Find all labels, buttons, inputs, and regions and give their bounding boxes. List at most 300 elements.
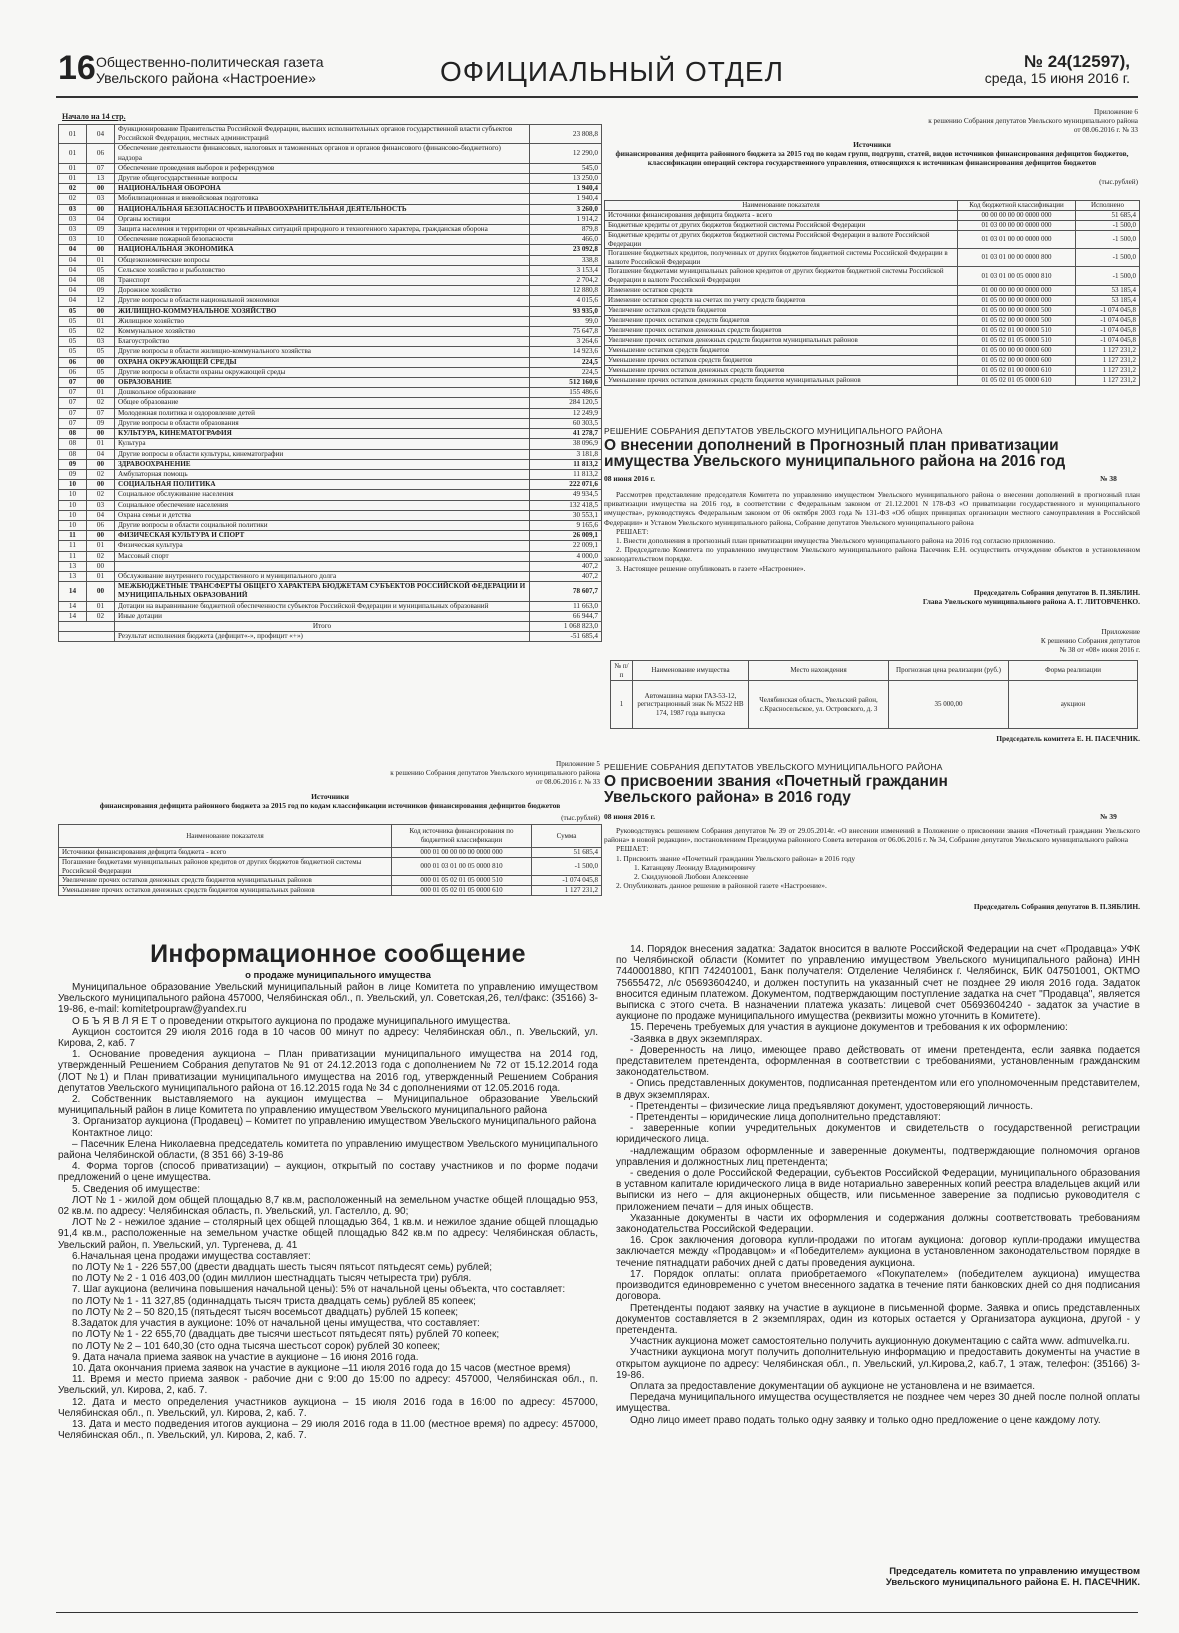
table-row (59, 255, 602, 265)
decision39-number: № 39 (1100, 812, 1117, 821)
lot-table (610, 660, 1138, 729)
indicator-sum: 51 685,4 (1076, 211, 1140, 221)
expense-sum: 23 092,8 (530, 245, 602, 255)
table-row (59, 876, 602, 886)
indicator-name: Увеличение прочих остатков денежных средств бюджетов муниципальных районов (59, 876, 392, 886)
col-header: Наименование имущества (633, 661, 749, 681)
info-paragraph: 1. Основание проведения аукциона – План приватизации муниципального имущества на 2014 год, утвержденный Решением Собрания депутатов № 91 от 24.12.2013 года с дополнением № 72 от 15.12.2014 года (ЛОТ №1) и План приватизации муниципального имущества на 2016 год, утвержденный Решением Собрания депутатов Увельского муниципального района от 16.12.2015 года № 34 с дополнениями от 12.05.2016 года. (58, 1049, 598, 1094)
subsection-code: 04 (87, 449, 115, 459)
expense-sum: 13 250,0 (530, 174, 602, 184)
subsection-code: 05 (87, 367, 115, 377)
appendix5-unit: (тыс.рублей) (561, 814, 600, 822)
section-title: ОФИЦИАЛЬНЫЙ ОТДЕЛ (440, 56, 784, 87)
expense-name: Мобилизационная и вневойсковая подготовка (115, 194, 530, 204)
subsection-code: 03 (87, 337, 115, 347)
section-code: 10 (59, 480, 87, 490)
expense-sum: 1 914,2 (530, 214, 602, 224)
info-paragraph: по ЛОТу № 2 - 1 016 403,00 (один миллион шестнадцать тысяч четыреста три) рубля. (72, 1273, 472, 1285)
empty-cell (59, 621, 115, 631)
table-row (59, 531, 602, 541)
info-paragraph: Одно лицо имеет право подать только одну заявку и только одно предложение о цене каждому лоту. (630, 1414, 1101, 1426)
subsection-code: 00 (87, 582, 115, 601)
section-code: 02 (59, 184, 87, 194)
expense-sum: 879,8 (530, 225, 602, 235)
subsection-code: 09 (87, 418, 115, 428)
decision39-resolve: РЕШАЕТ: (616, 844, 649, 854)
table-row (59, 429, 602, 439)
col-header: Наименование показателя (59, 825, 392, 848)
subsection-code: 04 (87, 125, 115, 144)
indicator-name: Увеличение прочих остатков средств бюджетов (605, 315, 958, 325)
col-header: Форма реализации (1009, 661, 1138, 681)
expense-sum: 11 813,2 (530, 469, 602, 479)
expense-name: Другие вопросы в области национальной экономики (115, 296, 530, 306)
decision38-text: Рассмотрев представление председателя Комитета по управлению имуществом Увельского муниципального района о внесении дополнений в прогнозный план приватизации имущества на 2016 год, в соответствии с Федеральным законом от 21.12.2001 N 178-ФЗ «О приватизации государственного и муниципального имущества», руководствуясь Федеральным законом от 06 октября 2003 года № 131-ФЗ «Об общих принципах организации местного самоуправления в Российской Федерации» и Уставом Увельского муниципального района, Собрание депутатов Увельского муниципального района (604, 490, 1140, 527)
budget-code: 01 05 02 00 00 0000 500 (958, 315, 1076, 325)
info-paragraph: - Претенденты – юридические лица дополнительно представляют: (630, 1112, 941, 1124)
lot-signature: Председатель комитета Е. Н. ПАСЕЧНИК. (996, 734, 1140, 743)
info-paragraph: Оплата за предоставление документации об аукционе не установлена и не взимается. (630, 1380, 1035, 1392)
section-code: 10 (59, 510, 87, 520)
budget-code: 000 01 03 01 00 05 0000 810 (392, 858, 532, 876)
section-code: 01 (59, 144, 87, 163)
subsection-code: 02 (87, 611, 115, 621)
expense-sum: 38 096,9 (530, 439, 602, 449)
appendix-ref-line: К решению Собрания депутатов (1040, 637, 1140, 645)
table-row (59, 245, 602, 255)
table-row (59, 357, 602, 367)
table-row (59, 541, 602, 551)
indicator-name: Погашение бюджетных кредитов, полученных от других бюджетов бюджетной системы Российской Федерации в валюте Российской Федерации (605, 249, 958, 267)
decision38-date: 08 июня 2016 г. (604, 474, 655, 483)
section-code: 01 (59, 125, 87, 144)
section-code: 10 (59, 520, 87, 530)
expense-name: Общеэкономические вопросы (115, 255, 530, 265)
expense-name: НАЦИОНАЛЬНАЯ ЭКОНОМИКА (115, 245, 530, 255)
table-row (59, 886, 602, 896)
expense-sum: 60 303,5 (530, 418, 602, 428)
table-row (59, 265, 602, 275)
table-row (59, 367, 602, 377)
expense-sum: 66 944,7 (530, 611, 602, 621)
section-code: 03 (59, 235, 87, 245)
expense-name: Обеспечение пожарной безопасности (115, 235, 530, 245)
expense-name: Обеспечение деятельности финансовых, налоговых и таможенных органов и органов финансового (финансово-бюджетного) надзора (115, 144, 530, 163)
subsection-code: 00 (87, 378, 115, 388)
section-code: 07 (59, 408, 87, 418)
table-row (59, 490, 602, 500)
subsection-code: 01 (87, 388, 115, 398)
expense-name: Органы юстиции (115, 214, 530, 224)
col-header: Место нахождения (749, 661, 889, 681)
decision38-item: 2. Председателю Комитета по управлению имуществом Увельского муниципального района Пасечник Е.Н. осуществить отчуждение объектов в установленном законодательством порядке. (604, 545, 1140, 564)
info-paragraph: 7. Шаг аукциона (величина повышения начальной цены): 5% от начальной цены объекта, что составляет: (72, 1284, 566, 1296)
budget-code: 01 05 00 00 00 0000 000 (958, 295, 1076, 305)
info-subtitle: о продаже муниципального имущества (245, 970, 431, 981)
expense-name: Обеспечение проведения выборов и референдумов (115, 163, 530, 173)
decision38-item: 3. Настоящее решение опубликовать в газете «Настроение». (616, 563, 806, 573)
indicator-sum: -1 074 045,8 (1076, 325, 1140, 335)
expense-name: КУЛЬТУРА, КИНЕМАТОГРАФИЯ (115, 429, 530, 439)
result-row (59, 632, 602, 642)
info-title: Информационное сообщение (150, 940, 526, 968)
expense-name: Общее образование (115, 398, 530, 408)
table-row (59, 296, 602, 306)
table-row (59, 276, 602, 286)
subsection-code: 09 (87, 286, 115, 296)
table-row (59, 306, 602, 316)
table-row (605, 285, 1140, 295)
expense-name: ЗДРАВООХРАНЕНИЕ (115, 459, 530, 469)
info-paragraph: Участники аукциона могут получить дополнительную информацию и предоставить документы на участие в открытом аукционе по адресу: Челябинская обл., п. Увельский, ул.Кирова,2, каб.7, 1 этаж, телефон: (35166) 3-19-86. (616, 1347, 1140, 1381)
section-code: 08 (59, 439, 87, 449)
expense-name: СОЦИАЛЬНАЯ ПОЛИТИКА (115, 480, 530, 490)
info-paragraph: 9. Дата начала приема заявок на участие в аукционе – 16 июня 2016 года. (72, 1351, 419, 1363)
signature-line: Председатель комитета по управлению имуществом (889, 1566, 1140, 1577)
appendix6-ref-line: Приложение 6 (1094, 108, 1138, 116)
footer-rule (56, 1612, 1138, 1613)
expense-name: Другие вопросы в области образования (115, 418, 530, 428)
table-row (59, 480, 602, 490)
expense-name: МЕЖБЮДЖЕТНЫЕ ТРАНСФЕРТЫ ОБЩЕГО ХАРАКТЕРА БЮДЖЕТАМ СУБЪЕКТОВ РОССИЙСКОЙ ФЕДЕРАЦИИ И МУНИЦИПАЛЬНЫХ ОБРАЗОВАНИЙ (115, 582, 530, 601)
signature-line: Председатель Собрания депутатов В. П.ЗЯБЛИН. (973, 588, 1140, 597)
subsection-code: 03 (87, 500, 115, 510)
info-paragraph: 10. Дата окончания приема заявок на участие в аукционе –11 июля 2016 года до 15 часов (местное время) (72, 1362, 571, 1374)
info-paragraph: Указанные документы в части их оформления и содержания должны соответствовать требованиям законодательства Российской Федерации. (616, 1212, 1140, 1236)
indicator-name: Источники финансирования дефицита бюджета - всего (605, 211, 958, 221)
expense-sum: 512 160,6 (530, 378, 602, 388)
appendix5-ref-line: Приложение 5 (556, 760, 600, 768)
budget-code: 01 05 00 00 00 0000 600 (958, 345, 1076, 355)
info-paragraph: по ЛОТу № 1 - 22 655,70 (двадцать две тысячи шестьсот пятьдесят пять) рублей 70 копеек; (72, 1329, 500, 1341)
expense-sum: 155 486,6 (530, 388, 602, 398)
indicator-sum: 1 127 231,2 (1076, 375, 1140, 385)
subsection-code: 00 (87, 306, 115, 316)
section-code: 11 (59, 551, 87, 561)
section-code: 04 (59, 245, 87, 255)
indicator-name: Уменьшение прочих остатков средств бюджетов (605, 355, 958, 365)
info-paragraph: 5. Сведения об имуществе: (72, 1183, 201, 1195)
decision39-title: О присвоении звания «Почетный гражданин Увельского района» в 2016 году (604, 773, 948, 806)
expense-sum: 3 264,6 (530, 337, 602, 347)
indicator-name: Изменение остатков средств (605, 285, 958, 295)
subsection-code: 01 (87, 439, 115, 449)
expense-name: ОБРАЗОВАНИЕ (115, 378, 530, 388)
subsection-code: 05 (87, 347, 115, 357)
section-code: 11 (59, 531, 87, 541)
info-paragraph: 6.Начальная цена продажи имущества составляет: (72, 1250, 311, 1262)
indicator-sum: -1 500,0 (1076, 231, 1140, 249)
expense-sum: 12 249,9 (530, 408, 602, 418)
expense-sum: 23 808,8 (530, 125, 602, 144)
expense-sum: 224,5 (530, 367, 602, 377)
appendix5-desc: финансирования дефицита районного бюджета за 2015 год по кодам классификации источников финансирования дефицитов бюджетов (99, 801, 561, 810)
budget-code: 01 03 01 00 05 0000 810 (958, 267, 1076, 285)
budget-code: 01 05 02 00 00 0000 600 (958, 355, 1076, 365)
decision39-item: 1. Присвоить звание «Почетный гражданин Увельского района» в 2016 году (616, 853, 856, 863)
section-code: 10 (59, 490, 87, 500)
appendix5-ref-line: к решению Собрания депутатов Увельского муниципального района (390, 769, 600, 777)
section-code: 05 (59, 347, 87, 357)
appendix6-title: Источники (853, 140, 891, 149)
expense-sum: 78 607,7 (530, 582, 602, 601)
col-header: Наименование показателя (605, 201, 958, 211)
expense-sum: 284 120,5 (530, 398, 602, 408)
info-paragraph: ЛОТ № 1 - жилой дом общей площадью 8,7 кв.м, расположенный на земельном участке общей площадью 953, 02 кв.м. по адресу: Челябинская область, п. Увельский, ул. Гастелло, д. 90; (58, 1194, 598, 1218)
indicator-name: Изменение остатков средств на счетах по учету средств бюджетов (605, 295, 958, 305)
table-row (605, 365, 1140, 375)
budget-code: 000 01 05 02 01 05 0000 510 (392, 876, 532, 886)
table-row (59, 858, 602, 876)
section-code: 14 (59, 611, 87, 621)
section-code: 02 (59, 194, 87, 204)
appendix6-desc: финансирования дефицита районного бюджета за 2015 год по кодам групп, подгрупп, статей, видов источников финансирования дефицитов бюджетов, классификации операций сектора государственного управления, относящихся к источникам финансирования дефицитов бюджетов (615, 149, 1129, 167)
total-row (59, 621, 602, 631)
info-paragraph: 4. Форма торгов (способ приватизации) – аукцион, открытый по составу участников и по форме подачи предложений о цене имущества. (58, 1161, 598, 1184)
col-header: Исполнено (1076, 201, 1140, 211)
indicator-sum: -1 500,0 (1076, 249, 1140, 267)
expense-name: Амбулаторная помощь (115, 469, 530, 479)
table-row (59, 418, 602, 428)
expense-sum: 9 165,6 (530, 520, 602, 530)
indicator-name: Погашение бюджетами муниципальных районов кредитов от других бюджетов бюджетной системы Российской Федерации в валюте Российской Федерации (605, 267, 958, 285)
expense-name: Дошкольное образование (115, 388, 530, 398)
table-row (605, 315, 1140, 325)
section-code: 10 (59, 500, 87, 510)
info-signature (616, 1566, 1140, 1588)
decision38-title: О внесении дополнений в Прогнозный план приватизации имущества Увельского муниципального района на 2016 год (604, 437, 1066, 470)
indicator-sum: -1 074 045,8 (1076, 315, 1140, 325)
page-number: 16 (58, 49, 96, 87)
expense-sum: 132 418,5 (530, 500, 602, 510)
info-paragraph: по ЛОТу № 1 - 226 557,00 (двести двадцать шесть тысяч пятьсот пятьдесят семь) рублей; (72, 1262, 493, 1274)
section-code: 06 (59, 367, 87, 377)
info-paragraph: Передача муниципального имущества осуществляется не позднее чем через 30 дней после полной оплаты имущества. (616, 1392, 1140, 1415)
budget-code: 000 01 05 02 01 05 0000 610 (392, 886, 532, 896)
appendix-ref-line: Приложение (1101, 628, 1140, 636)
table-row (59, 510, 602, 520)
subsection-code: 01 (87, 316, 115, 326)
appendix-ref-line: № 38 от «08» июня 2016 г. (1059, 646, 1140, 654)
table-row (59, 459, 602, 469)
indicator-name: Уменьшение прочих остатков денежных средств бюджетов муниципальных районов (605, 375, 958, 385)
table-row (59, 582, 602, 601)
col-header: № п/п (611, 661, 633, 681)
appendix5-heading (58, 792, 602, 810)
expense-name: Иные дотации (115, 611, 530, 621)
expense-name: Физическая культура (115, 541, 530, 551)
decision39-text: Руководствуясь решением Собрания депутатов № 39 от 29.05.2014г. «О внесении изменений в Положение о присвоении звания «Почетный гражданин Увельского района» в новой редакции», постановлением Президиума районного Совета ветеранов от 06.06.2016 г. № 34, Собрание депутатов Увельского муниципального района (604, 826, 1140, 845)
lot-number: 1 (611, 681, 633, 729)
signature-line: Глава Увельского муниципального района А. Г. ЛИТОВЧЕНКО. (922, 597, 1140, 606)
section-code: 07 (59, 418, 87, 428)
subsection-code: 07 (87, 163, 115, 173)
expense-sum: 30 553,1 (530, 510, 602, 520)
table-row (59, 561, 602, 571)
indicator-sum: 51 685,4 (532, 848, 602, 858)
table-row (605, 355, 1140, 365)
indicator-name: Бюджетные кредиты от других бюджетов бюджетной системы Российской Федерации (605, 221, 958, 231)
budget-table (58, 124, 602, 642)
info-paragraph: по ЛОТу № 2 – 50 820,15 (пятьдесят тысяч восемьсот двадцать) рублей 15 копеек; (72, 1306, 459, 1318)
col-header: Код источника финансирования по бюджетной классификации (392, 825, 532, 848)
masthead-rule (56, 96, 1138, 98)
expense-sum: 22 009,1 (530, 541, 602, 551)
table-row (59, 214, 602, 224)
indicator-sum: -1 074 045,8 (1076, 335, 1140, 345)
expense-name: Другие вопросы в области жилищно-коммунального хозяйства (115, 347, 530, 357)
info-paragraph: 11. Время и место приема заявок - рабочие дни с 9:00 до 15:00 по адресу: 457000, Челябинская обл., п. Увельский, ул. Кирова, 2, каб. 7. (58, 1374, 598, 1397)
expense-sum: 407,2 (530, 561, 602, 571)
table-row (59, 611, 602, 621)
section-code: 04 (59, 265, 87, 275)
expense-name: Другие вопросы в области социальной политики (115, 520, 530, 530)
appendix5-ref-line: от 08.06.2016 г. № 33 (535, 778, 600, 786)
appendix6-ref (820, 108, 1138, 135)
subsection-code: 00 (87, 480, 115, 490)
expense-name: НАЦИОНАЛЬНАЯ БЕЗОПАСНОСТЬ И ПРАВООХРАНИТЕЛЬНАЯ ДЕЯТЕЛЬНОСТЬ (115, 204, 530, 214)
info-paragraph: по ЛОТу № 1 - 11 327,85 (одиннадцать тысяч триста двадцать семь) рублей 85 копеек; (72, 1295, 476, 1307)
expense-sum: 338,8 (530, 255, 602, 265)
section-code: 11 (59, 541, 87, 551)
subsection-code: 08 (87, 276, 115, 286)
subsection-code: 02 (87, 469, 115, 479)
expense-sum: 1 940,4 (530, 194, 602, 204)
subsection-code: 02 (87, 490, 115, 500)
decision38-appendix-ref (900, 628, 1140, 655)
subsection-code: 00 (87, 531, 115, 541)
budget-code: 01 03 00 00 00 0000 000 (958, 221, 1076, 231)
expense-sum: 75 647,8 (530, 327, 602, 337)
indicator-sum: 1 127 231,2 (1076, 365, 1140, 375)
info-paragraph: - сведения о доле Российской Федерации, субъектов Российской Федерации, муниципального образования в уставном капитале юридического лица в виде нотариально заверенных копий реестра владельцев акций или выписки из него – для акционерных обществ, или письменное заверение за подписью руководителя с приложением печати – для иных обществ. (616, 1168, 1140, 1213)
expense-sum: 222 071,6 (530, 480, 602, 490)
expense-sum: 1 940,4 (530, 184, 602, 194)
expense-sum: 545,0 (530, 163, 602, 173)
total-row-label: Итого (115, 621, 530, 631)
table-row (605, 325, 1140, 335)
table-row (59, 144, 602, 163)
indicator-name: Увеличение прочих остатков денежных средств бюджетов муниципальных районов (605, 335, 958, 345)
budget-code: 01 05 02 01 05 0000 510 (958, 335, 1076, 345)
expense-name: Транспорт (115, 276, 530, 286)
issue-date: среда, 15 июня 2016 г. (984, 70, 1130, 86)
total-row-value: 1 068 823,0 (530, 621, 602, 631)
info-paragraph: - заверенные копии учредительных документов и свидетельств о государственной регистрации юридического лица. (616, 1123, 1140, 1146)
subsection-code: 13 (87, 174, 115, 184)
indicator-name: Увеличение прочих остатков денежных средств бюджетов (605, 325, 958, 335)
indicator-sum: 1 127 231,2 (1076, 355, 1140, 365)
issue-number: № 24(12597), (1024, 52, 1130, 71)
info-paragraph: 2. Собственник выставляемого на аукцион имущества – Муниципальное образование Увельский муниципальный район в лице Комитета по управлению имуществом Увельского муниципального района (58, 1094, 598, 1117)
info-paragraph: 16. Срок заключения договора купли-продажи по итогам аукциона: договор купли-продажи имущества заключается между «Продавцом» и «Победителем» аукциона в установленном законодательством порядке в течение пятнадцати рабочих дней с даты проведения аукциона. (616, 1235, 1140, 1269)
decision39-date: 08 июня 2016 г. (604, 812, 655, 821)
expense-sum: 99,0 (530, 316, 602, 326)
table-row (59, 408, 602, 418)
table-row (59, 286, 602, 296)
table-row (59, 347, 602, 357)
expense-sum: 3 153,4 (530, 265, 602, 275)
info-paragraph: -надлежащим образом оформленные и заверенные документы, подтверждающие полномочия органов управления и должностных лиц претендента; (616, 1145, 1140, 1168)
table-row (605, 295, 1140, 305)
indicator-sum: 53 185,4 (1076, 295, 1140, 305)
table-row (59, 469, 602, 479)
expense-sum: 4 015,6 (530, 296, 602, 306)
expense-sum: 41 278,7 (530, 429, 602, 439)
expense-sum: 4 000,0 (530, 551, 602, 561)
subsection-code: 00 (87, 357, 115, 367)
table-row (59, 848, 602, 858)
table-row (59, 378, 602, 388)
section-code: 07 (59, 388, 87, 398)
table-row (59, 571, 602, 581)
info-paragraph: Аукцион состоится 29 июля 2016 года в 10 часов 00 минут по адресу: Челябинская обл., п. Увельский, ул. Кирова, 2, каб. 7 (58, 1026, 598, 1050)
subsection-code: 04 (87, 510, 115, 520)
subsection-code: 00 (87, 429, 115, 439)
section-code: 09 (59, 459, 87, 469)
decision38-item: 1. Внести дополнения в прогнозный план приватизации имущества Увельского муниципального района на 2016 год согласно приложению. (616, 536, 1056, 546)
indicator-name: Уменьшение остатков средств бюджетов (605, 345, 958, 355)
budget-code: 01 03 01 00 00 0000 800 (958, 249, 1076, 267)
expense-sum: 14 923,6 (530, 347, 602, 357)
expense-name: Социальное обеспечение населения (115, 500, 530, 510)
expense-name: Молодежная политика и оздоровление детей (115, 408, 530, 418)
expense-sum: 3 181,8 (530, 449, 602, 459)
decision38-kicker: РЕШЕНИЕ СОБРАНИЯ ДЕПУТАТОВ УВЕЛЬСКОГО МУНИЦИПАЛЬНОГО РАЙОНА (604, 426, 943, 436)
subsection-code: 00 (87, 184, 115, 194)
expense-name: Сельское хозяйство и рыболовство (115, 265, 530, 275)
decision38-number: № 38 (1100, 474, 1117, 483)
subsection-code: 04 (87, 214, 115, 224)
table-row (59, 235, 602, 245)
continued-note: Начало на 14 стр. (62, 112, 126, 121)
section-code: 05 (59, 327, 87, 337)
indicator-sum: -1 074 045,8 (532, 876, 602, 886)
indicator-name: Увеличение остатков средств бюджетов (605, 305, 958, 315)
table-row (59, 174, 602, 184)
section-code: 05 (59, 316, 87, 326)
info-paragraph: 12. Дата и место определения участников аукциона – 15 июля 2016 года в 16:00 по адресу: 457000, Челябинская обл., п. Увельский, ул. Кирова, 2, каб. 7. (58, 1396, 598, 1419)
col-header: Код бюджетной классификации (958, 201, 1076, 211)
subsection-code: 00 (87, 561, 115, 571)
appendix5-title: Источники (311, 792, 349, 801)
indicator-sum: 1 127 231,2 (1076, 345, 1140, 355)
section-code: 03 (59, 204, 87, 214)
indicator-sum: 53 185,4 (1076, 285, 1140, 295)
decision39-item: 2. Скидзуновой Любови Алексеевне (634, 872, 749, 882)
info-paragraph: О Б Ъ Я В Л Я Е Т о проведении открытого аукциона по продаже муниципального имущества. (72, 1015, 511, 1027)
section-code: 06 (59, 357, 87, 367)
section-code: 14 (59, 582, 87, 601)
table-row (59, 551, 602, 561)
section-code: 08 (59, 449, 87, 459)
subsection-code: 12 (87, 296, 115, 306)
section-code: 09 (59, 469, 87, 479)
info-paragraph: Участник аукциона может самостоятельно получить аукционную документацию с сайта www. admuvelka.ru. (630, 1336, 1130, 1348)
budget-code: 000 01 00 00 00 00 0000 000 (392, 848, 532, 858)
expense-name: Защита населения и территории от чрезвычайных ситуаций природного и техногенного характера, гражданская оборона (115, 225, 530, 235)
expense-sum: 466,0 (530, 235, 602, 245)
expense-name: НАЦИОНАЛЬНАЯ ОБОРОНА (115, 184, 530, 194)
appendix6-unit: (тыс.рублей) (1099, 178, 1138, 186)
section-code: 08 (59, 429, 87, 439)
appendix5-ref (300, 760, 600, 787)
subsection-code: 01 (87, 571, 115, 581)
expense-name: Другие вопросы в области культуры, кинематографии (115, 449, 530, 459)
subsection-code: 10 (87, 235, 115, 245)
result-row-value: -51 685,4 (530, 632, 602, 642)
table-row (605, 335, 1140, 345)
